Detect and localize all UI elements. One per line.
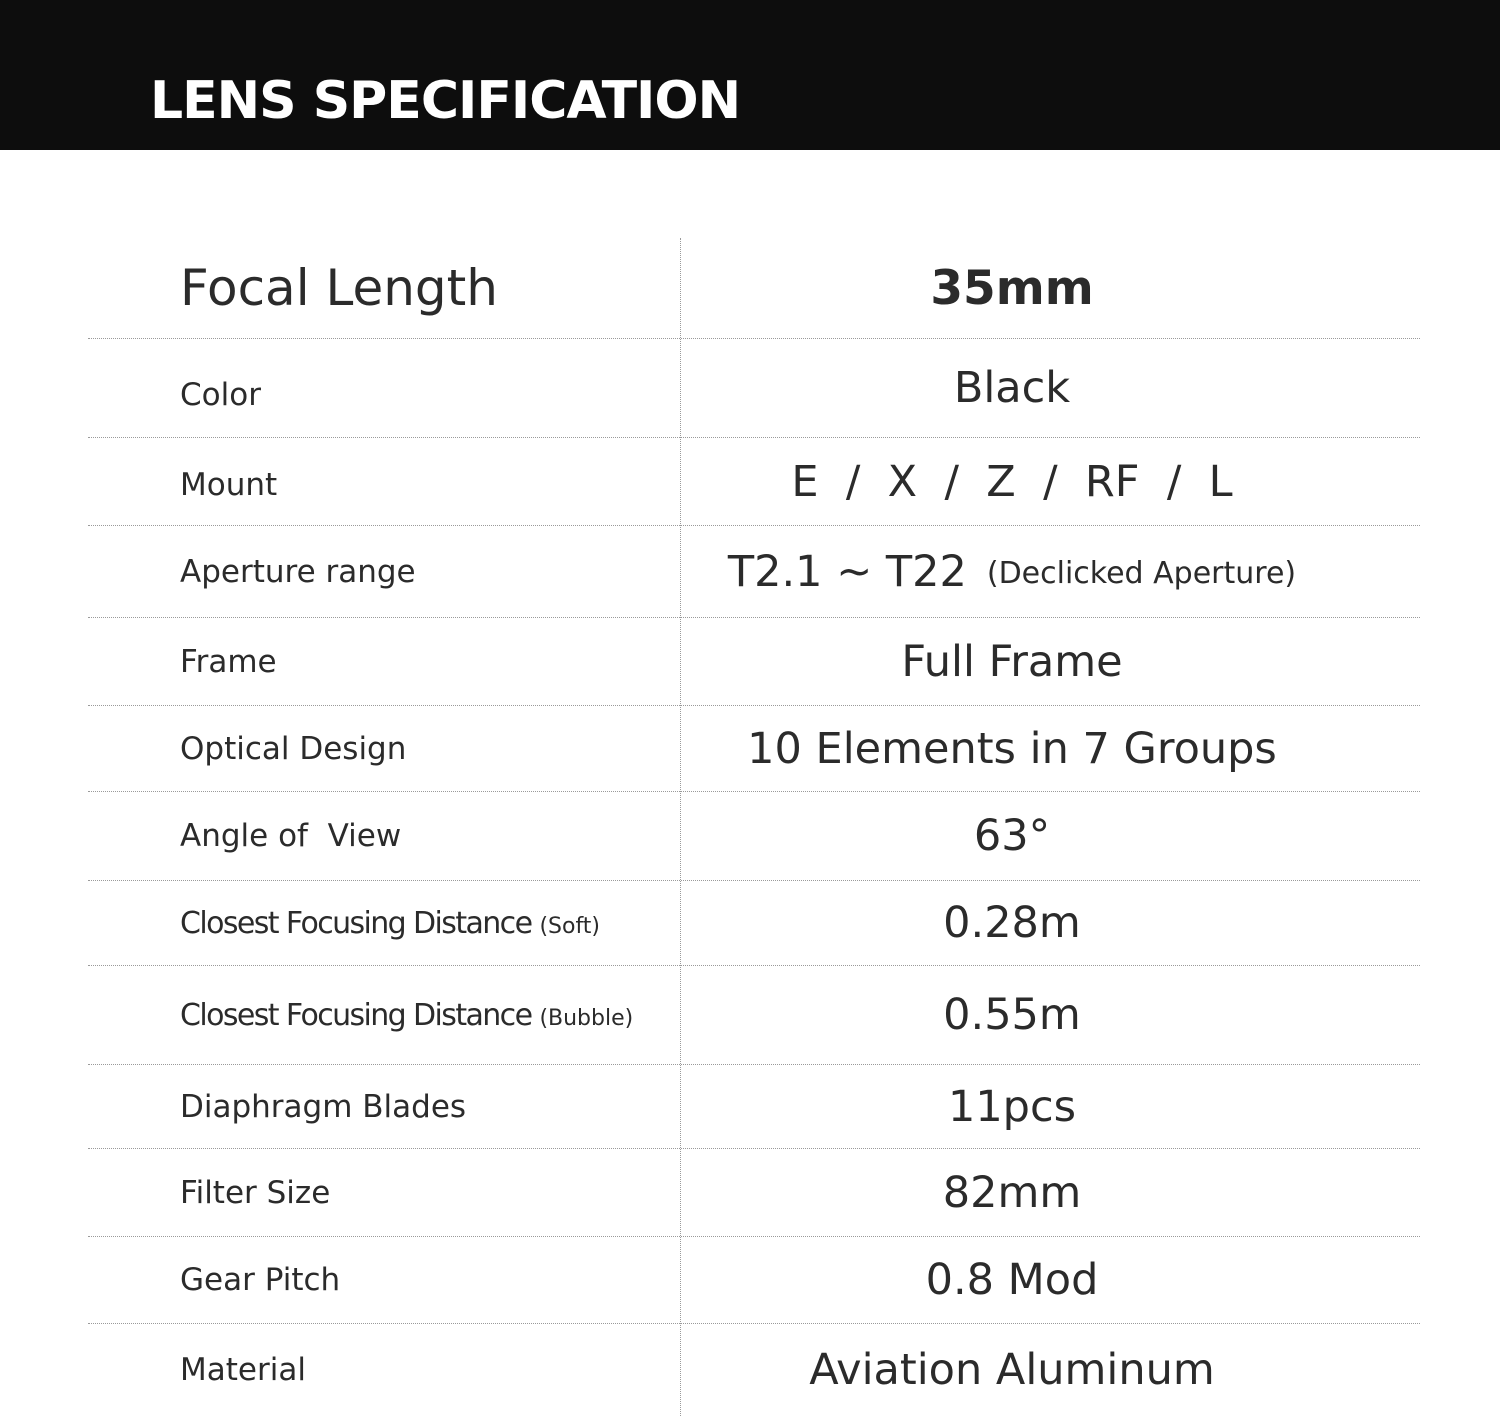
- spec-value: 0.8 Mod: [925, 1255, 1099, 1305]
- spec-row-color: [88, 339, 1420, 438]
- spec-label: [180, 966, 633, 1064]
- spec-label: Focal Length: [180, 259, 498, 317]
- spec-value: 11pcs: [947, 1081, 1077, 1132]
- spec-row-aperture-range: [88, 526, 1420, 618]
- spec-row-closest-focus-bubble: [88, 966, 1420, 1065]
- spec-row-optical-design: [88, 706, 1420, 792]
- spec-value: 82mm: [942, 1167, 1082, 1218]
- spec-label: Aperture range: [180, 553, 416, 590]
- spec-label: Mount: [180, 466, 278, 503]
- aperture-note: (Declicked Aperture): [986, 556, 1297, 591]
- spec-row-diaphragm-blades: [88, 1065, 1420, 1149]
- spec-row-focal-length: [88, 238, 1420, 339]
- spec-row-angle-of-view: [88, 792, 1420, 881]
- spec-label: Filter Size: [180, 1174, 331, 1211]
- spec-row-closest-focus-soft: [88, 881, 1420, 966]
- spec-label: Diaphragm Blades: [180, 1088, 467, 1125]
- spec-label: Color: [180, 377, 261, 413]
- spec-row-filter-size: [88, 1149, 1420, 1237]
- spec-label: Frame: [180, 643, 277, 680]
- spec-row-gear-pitch: [88, 1237, 1420, 1324]
- spec-value: 63°: [973, 811, 1051, 861]
- spec-value: Full Frame: [901, 636, 1123, 687]
- spec-label: [180, 881, 600, 965]
- aperture-value: T2.1 ~ T22: [727, 546, 967, 597]
- spec-value: 35mm: [930, 260, 1094, 316]
- spec-value: 10 Elements in 7 Groups: [747, 723, 1277, 774]
- label-main: Closest Focusing Distance: [180, 905, 532, 941]
- spec-value: E / X / Z / RF / L: [791, 456, 1233, 507]
- label-main: Closest Focusing Distance: [180, 997, 532, 1033]
- spec-value: Black: [953, 363, 1071, 413]
- spec-label: Optical Design: [180, 730, 407, 767]
- spec-value: 0.28m: [943, 898, 1081, 948]
- spec-table: [88, 238, 1420, 1416]
- spec-row-frame: [88, 618, 1420, 706]
- spec-row-mount: [88, 438, 1420, 526]
- label-note: (Soft): [539, 913, 601, 939]
- label-note: (Bubble): [539, 1005, 634, 1031]
- spec-label: Material: [180, 1352, 306, 1388]
- header-bar: [0, 0, 1500, 150]
- spec-value: Aviation Aluminum: [809, 1345, 1215, 1395]
- spec-value: [681, 526, 1343, 617]
- spec-label: Gear Pitch: [180, 1262, 341, 1298]
- spec-value: 0.55m: [943, 990, 1081, 1040]
- spec-label: Angle of View: [180, 818, 402, 854]
- spec-row-material: [88, 1324, 1420, 1416]
- page-title: LENS SPECIFICATION: [150, 71, 741, 131]
